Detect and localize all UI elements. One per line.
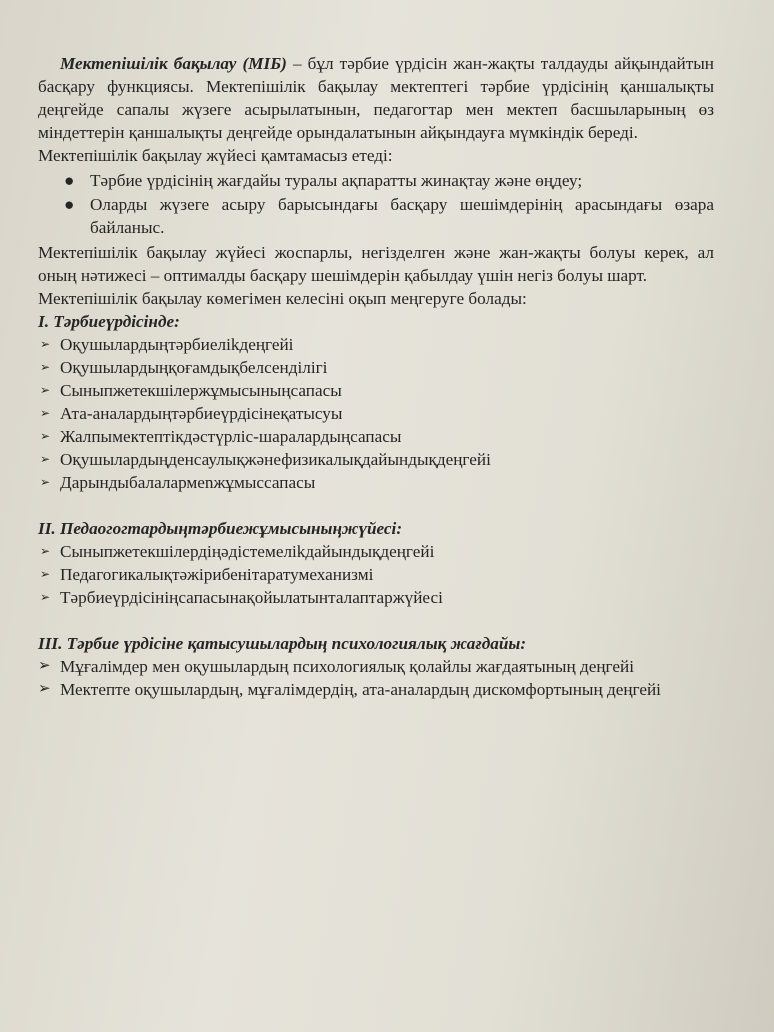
list-item: ➢ Жалпымектептікдәстүрліс-шаралардыңсапасы <box>40 427 402 446</box>
arrow-bullet-icon: ➢ <box>40 567 51 581</box>
arrow-bullet-icon: ➢ <box>38 658 51 674</box>
arrow-bullet-icon: ➢ <box>40 360 51 374</box>
list-item: ➢ Ата-аналардыңтәрбиеүрдісінеқатысуы <box>40 404 343 423</box>
section-3-heading: III. Тәрбие үрдісіне қатысушылардың психологиялық жағдайы: <box>38 634 527 653</box>
arrow-bullet-icon: ➢ <box>40 475 51 489</box>
arrow-bullet-icon: ➢ <box>40 383 51 397</box>
list-item: ● Тәрбие үрдісінің жағдайы туралы ақпаратты жинақтау және өңдеу; <box>64 171 583 190</box>
list-item: ➢ Сыныпжетекшілердіңәдістемеліkдайындықдеңгейі <box>40 542 435 561</box>
list-item: ➢ Мектепте оқушылардың, мұғалімдердің, ата-аналардың дискомфортының деңгейі <box>38 680 661 699</box>
list-item: ➢ Мұғалімдер мен оқушылардың психологиялық қолайлы жағдаятының деңгейі <box>38 657 634 676</box>
arrow-bullet-icon: ➢ <box>40 406 51 420</box>
section-1-list <box>38 333 714 494</box>
section-1-heading: I. Тәрбиеүрдісінде: <box>38 312 180 331</box>
intro-paragraph <box>38 52 714 144</box>
provides-list <box>38 169 714 239</box>
arrow-bullet-icon: ➢ <box>40 429 51 443</box>
bullet-icon: ● <box>64 171 75 190</box>
bullet-icon: ● <box>64 195 75 214</box>
arrow-bullet-icon: ➢ <box>38 681 51 697</box>
arrow-bullet-icon: ➢ <box>40 337 51 351</box>
intro-text: – бұл тәрбие үрдісін жан-жақты талдауды айқындайтын басқару функциясы. Мектепішілік бақылау мектептегі тәрбие үрдісінің қаншалықты деңгейде сапалы жүзеге асырылатынын, педагогтар мен мектеп басшыларының өз міндеттерін қаншалықты деңгейде орындалатынын айқындауға мүмкіндік береді. <box>38 54 714 142</box>
provides-lead: Мектепішілік бақылау жүйесі қамтамасыз етеді: <box>38 146 393 165</box>
list-item: ➢ Тәрбиеүрдісініңсапасынақойылатынталаптаржүйесі <box>40 588 443 607</box>
document-page <box>38 52 714 701</box>
list-item: ➢ Сыныпжетекшілержұмысыныңсапасы <box>40 381 342 400</box>
section-3-list <box>38 655 714 701</box>
paragraph-3: Мектепішілік бақылау көмегімен келесіні оқып меңгеруге болады: <box>38 289 527 308</box>
arrow-bullet-icon: ➢ <box>40 590 51 604</box>
list-item: ➢ Педагогикалықтәжірибенітаратумеханизмі <box>40 565 374 584</box>
list-item: ➢ Оқушылардыңтәрбиеліkдеңгейі <box>40 335 294 354</box>
intro-term: Мектепішілік бақылау (МІБ) <box>60 54 287 73</box>
list-item: ➢ Оқушылардыңденсаулықжәнефизикалықдайындықдеңгейі <box>40 450 491 469</box>
section-2-heading: II. Педаогогтардыңтәрбиежұмысыныңжүйесі: <box>38 519 403 538</box>
list-item: ➢ Дарындыбалалармenжұмыссапасы <box>40 473 316 492</box>
section-2-list <box>38 540 714 609</box>
paragraph-2: Мектепішілік бақылау жүйесі жоспарлы, негізделген және жан-жақты болуы керек, ал оның нәтижесі – оптималды басқару шешімдерін қабылдау үшін негіз болуы шарт. <box>38 243 714 285</box>
list-item: ➢ Оқушылардыңқоғамдықбелсенділігі <box>40 358 328 377</box>
arrow-bullet-icon: ➢ <box>40 544 51 558</box>
arrow-bullet-icon: ➢ <box>40 452 51 466</box>
list-item: ● Оларды жүзеге асыру барысындағы басқару шешімдерінің арасындағы өзара байланыс. <box>64 195 714 237</box>
